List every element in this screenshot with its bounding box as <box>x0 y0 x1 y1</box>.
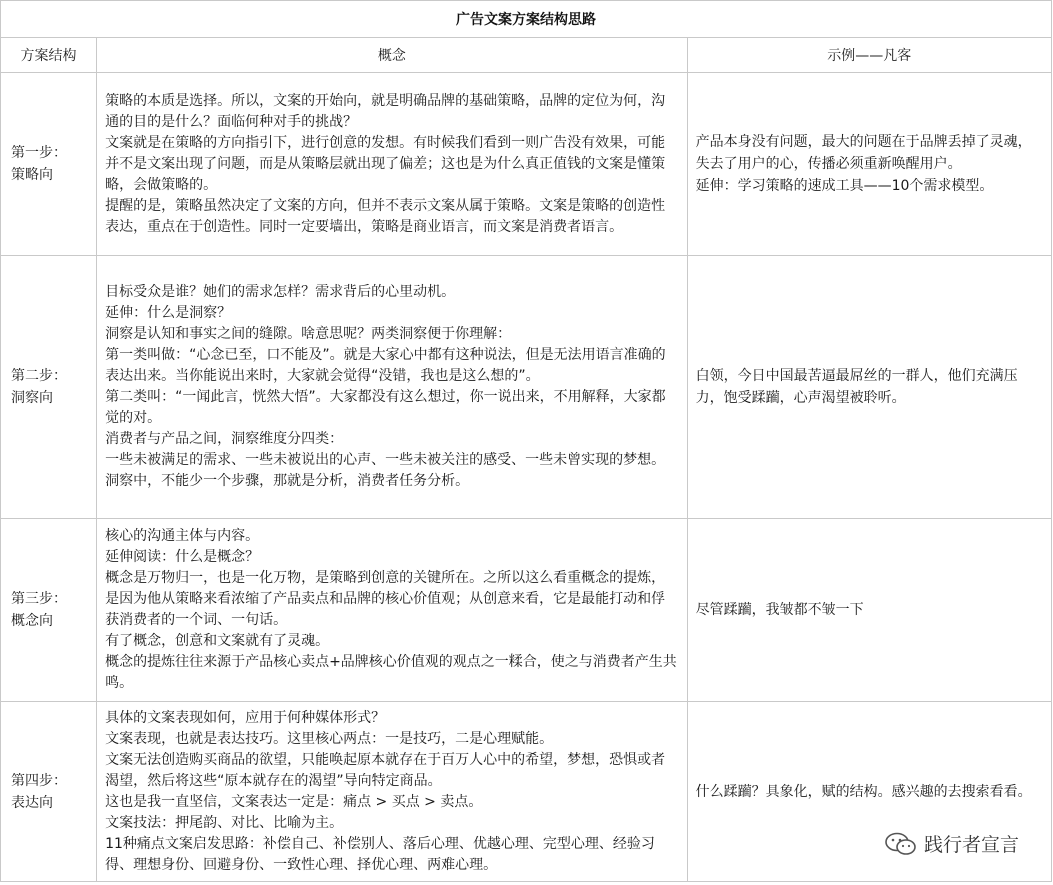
example-cell <box>687 519 1051 702</box>
table-row-concept <box>1 519 1052 702</box>
table-row-strategy <box>1 73 1052 256</box>
example-cell <box>687 73 1051 256</box>
step-label: 第一步： <box>11 145 67 161</box>
example-cell <box>687 256 1051 519</box>
concept-cell <box>97 256 688 519</box>
step-name: 策略向 <box>11 167 53 183</box>
concept-cell <box>97 519 688 702</box>
title-row <box>1 1 1052 38</box>
concept-paragraph: 11种痛点文案启发思路：补偿自己、补偿别人、落后心理、优越心理、完型心理、经验习得、理想身份、回避身份、一致性心理、择优心理、两难心理。 <box>105 835 655 873</box>
concept-paragraph: 有了概念，创意和文案就有了灵魂。 <box>105 633 330 649</box>
step-label: 第四步： <box>11 772 67 789</box>
step-cell <box>1 256 97 519</box>
concept-paragraph: 提醒的是，策略虽然决定了文案的方向，但并不表示文案从属于策略。文案是策略的创造性表达，重点在于创造性。同时一定要墙出，策略是商业语言，而文案是消费者语言。 <box>105 197 666 235</box>
concept-paragraph: 第一类叫做：“心念已至，口不能及”。就是大家心中都有这种说法，但是无法用语言准确的表达出来。当你能说出来时，大家就会觉得“没错，我也是这么想的”。 <box>105 347 666 384</box>
step-label: 第二步： <box>11 368 67 384</box>
wechat-icon <box>884 832 918 856</box>
concept-paragraph: 洞察中，不能少一个步骤，那就是分析，消费者任务分析。 <box>105 473 470 489</box>
concept-paragraph: 概念的提炼往往来源于产品核心卖点+品牌核心价值观的观点之一糅合，使之与消费者产生共鸣。 <box>105 654 677 691</box>
example-paragraph: 延伸：学习策略的速成工具——10个需求模型。 <box>695 178 994 194</box>
step-cell <box>1 73 97 256</box>
concept-cell <box>97 73 688 256</box>
step-name: 表达向 <box>11 794 53 811</box>
step-label: 第三步： <box>11 591 67 607</box>
concept-paragraph: 概念是万物归一，也是一化万物，是策略到创意的关键所在。之所以这么看重概念的提炼，是因为他从策略来看浓缩了产品卖点和品牌的核心价值观；从创意来看，它是最能打动和俘获消费者的一个词、一句话。 <box>105 570 666 628</box>
example-paragraph: 白领，今日中国最苦逼最屌丝的一群人，他们充满压力，饱受蹂躏，心声渴望被聆听。 <box>695 368 1018 406</box>
concept-paragraph: 文案就是在策略的方向指引下，进行创意的发想。有时候我们看到一则广告没有效果，可能并不是文案出现了问题，而是从策略层就出现了偏差；这也是为什么真正值钱的文案是懂策略，会做策略的。 <box>105 134 666 193</box>
concept-paragraph: 延伸：什么是洞察？ <box>105 305 232 321</box>
concept-paragraph: 核心的沟通主体与内容。 <box>105 528 260 544</box>
concept-paragraph: 文案无法创造购买商品的欲望，只能唤起原本就存在于百万人心中的希望，梦想，恐惧或者渴望，然后将这些“原本就存在的渴望”导向特定商品。 <box>105 751 666 789</box>
concept-paragraph: 第二类叫：“一闻此言，恍然大悟”。大家都没有这么想过，你一说出来，不用解释，大家都觉的对。 <box>105 389 666 426</box>
example-paragraph: 产品本身没有问题，最大的问题在于品牌丢掉了灵魂，失去了用户的心，传播必须重新唤醒用户。 <box>695 134 1032 172</box>
table-title: 广告文案方案结构思路 <box>1 1 1052 38</box>
concept-paragraph: 目标受众是谁？她们的需求怎样？需求背后的心里动机。 <box>105 284 456 300</box>
concept-paragraph: 文案表现，也就是表达技巧。这里核心两点：一是技巧，二是心理赋能。 <box>105 730 554 747</box>
concept-paragraph: 策略的本质是选择。所以，文案的开始向，就是明确品牌的基础策略，品牌的定位为何，沟通的目的是什么？面临何种对手的挑战？ <box>105 92 666 130</box>
concept-paragraph: 延伸阅读：什么是概念？ <box>105 549 260 565</box>
step-name: 洞察向 <box>11 390 53 406</box>
concept-cell <box>97 702 688 882</box>
header-example: 示例——凡客 <box>687 38 1051 73</box>
concept-paragraph: 这也是我一直坚信，文案表达一定是：痛点 > 买点 > 卖点。 <box>105 793 483 810</box>
concept-paragraph: 文案技法：押尾韵、对比、比喻为主。 <box>105 814 344 831</box>
table-row-insight <box>1 256 1052 519</box>
step-cell <box>1 519 97 702</box>
concept-paragraph: 具体的文案表现如何，应用于何种媒体形式？ <box>105 709 386 726</box>
step-name: 概念向 <box>11 613 53 629</box>
header-structure: 方案结构 <box>1 38 97 73</box>
step-cell <box>1 702 97 882</box>
example-paragraph: 什么蹂躏？具象化，赋的结构。感兴趣的去搜索看看。 <box>695 783 1032 800</box>
watermark-text: 践行者宣言 <box>923 834 1019 856</box>
header-row <box>1 38 1052 73</box>
watermark <box>884 830 1019 857</box>
concept-paragraph: 消费者与产品之间，洞察维度分四类： <box>105 431 344 447</box>
concept-paragraph: 一些未被满足的需求、一些未被说出的心声、一些未被关注的感受、一些未曾实现的梦想。 <box>105 452 666 468</box>
header-concept: 概念 <box>97 38 688 73</box>
concept-paragraph: 洞察是认知和事实之间的缝隙。啥意思呢？两类洞察便于你理解： <box>105 326 512 342</box>
example-paragraph: 尽管蹂躏，我皱都不皱一下 <box>695 602 864 618</box>
